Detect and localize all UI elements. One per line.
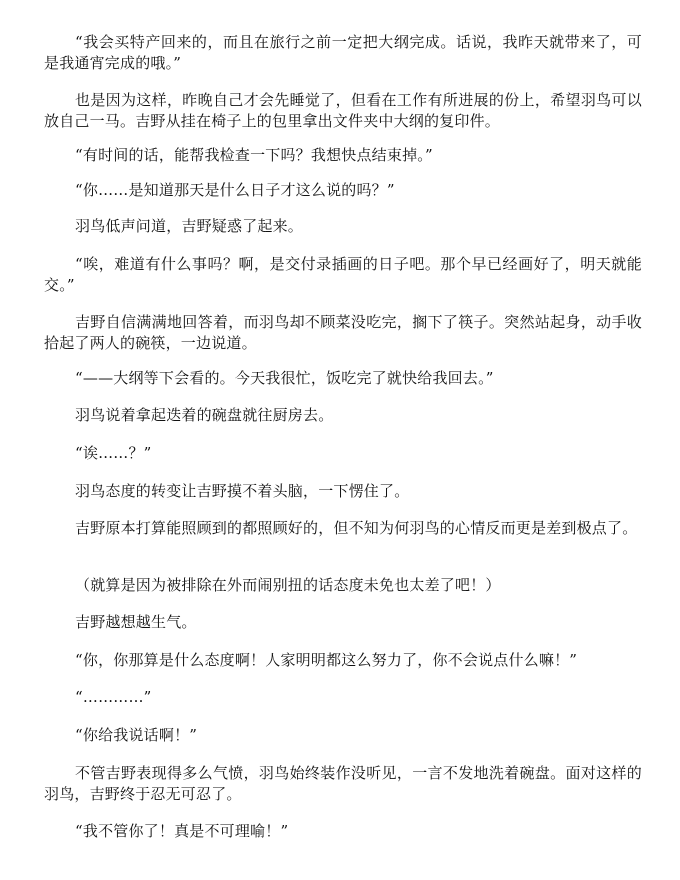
paragraph-7: 吉野自信满满地回答着，而羽鸟却不顾菜没吃完，搁下了筷子。突然站起身，动手收拾起了两人的碗筷，一边说道。: [44, 313, 642, 352]
paragraph-8: “——大纲等下会看的。今天我很忙，饭吃完了就快给我回去。”: [75, 369, 494, 387]
paragraph-19: “我不管你了！真是不可理喻！”: [75, 822, 289, 840]
paragraph-11: 羽鸟态度的转变让吉野摸不着头脑，一下愣住了。: [75, 482, 410, 500]
paragraph-6: “唉，难道有什么事吗？啊，是交付录插画的日子吧。那个早已经画好了，明天就能交。”: [44, 255, 642, 294]
paragraph-5: 羽鸟低声问道，吉野疑惑了起来。: [75, 217, 304, 235]
paragraph-18: 不管吉野表现得多么气愤，羽鸟始终装作没听见，一言不发地洗着碗盘。面对这样的羽鸟，吉野终于忍无可忍了。: [44, 764, 642, 803]
paragraph-9: 羽鸟说着拿起迭着的碗盘就往厨房去。: [75, 406, 334, 424]
paragraph-2: 也是因为这样，昨晚自己才会先睡觉了，但看在工作有所进展的份上，希望羽鸟可以放自己一马。吉野从挂在椅子上的包里拿出文件夹中大纲的复印件。: [44, 91, 642, 130]
paragraph-1: “我会买特产回来的，而且在旅行之前一定把大纲完成。话说，我昨天就带来了，可是我通宵完成的哦。”: [44, 33, 642, 72]
paragraph-10: “诶……？”: [75, 444, 152, 462]
paragraph-3: “有时间的话，能帮我检查一下吗？我想快点结束掉。”: [75, 146, 433, 164]
paragraph-12: 吉野原本打算能照顾到的都照顾好的，但不知为何羽鸟的心情反而更是差到极点了。: [75, 519, 638, 537]
paragraph-15: “你，你那算是什么态度啊！人家明明都这么努力了，你不会说点什么嘛！”: [75, 651, 578, 669]
paragraph-4: “你……是知道那天是什么日子才这么说的吗？”: [75, 181, 395, 199]
paragraph-13: （就算是因为被排除在外而闹别扭的话态度未免也太差了吧！）: [75, 576, 501, 594]
paragraph-16: “…………”: [75, 688, 152, 706]
paragraph-17: “你给我说话啊！”: [75, 726, 198, 744]
paragraph-14: 吉野越想越生气。: [75, 613, 197, 631]
